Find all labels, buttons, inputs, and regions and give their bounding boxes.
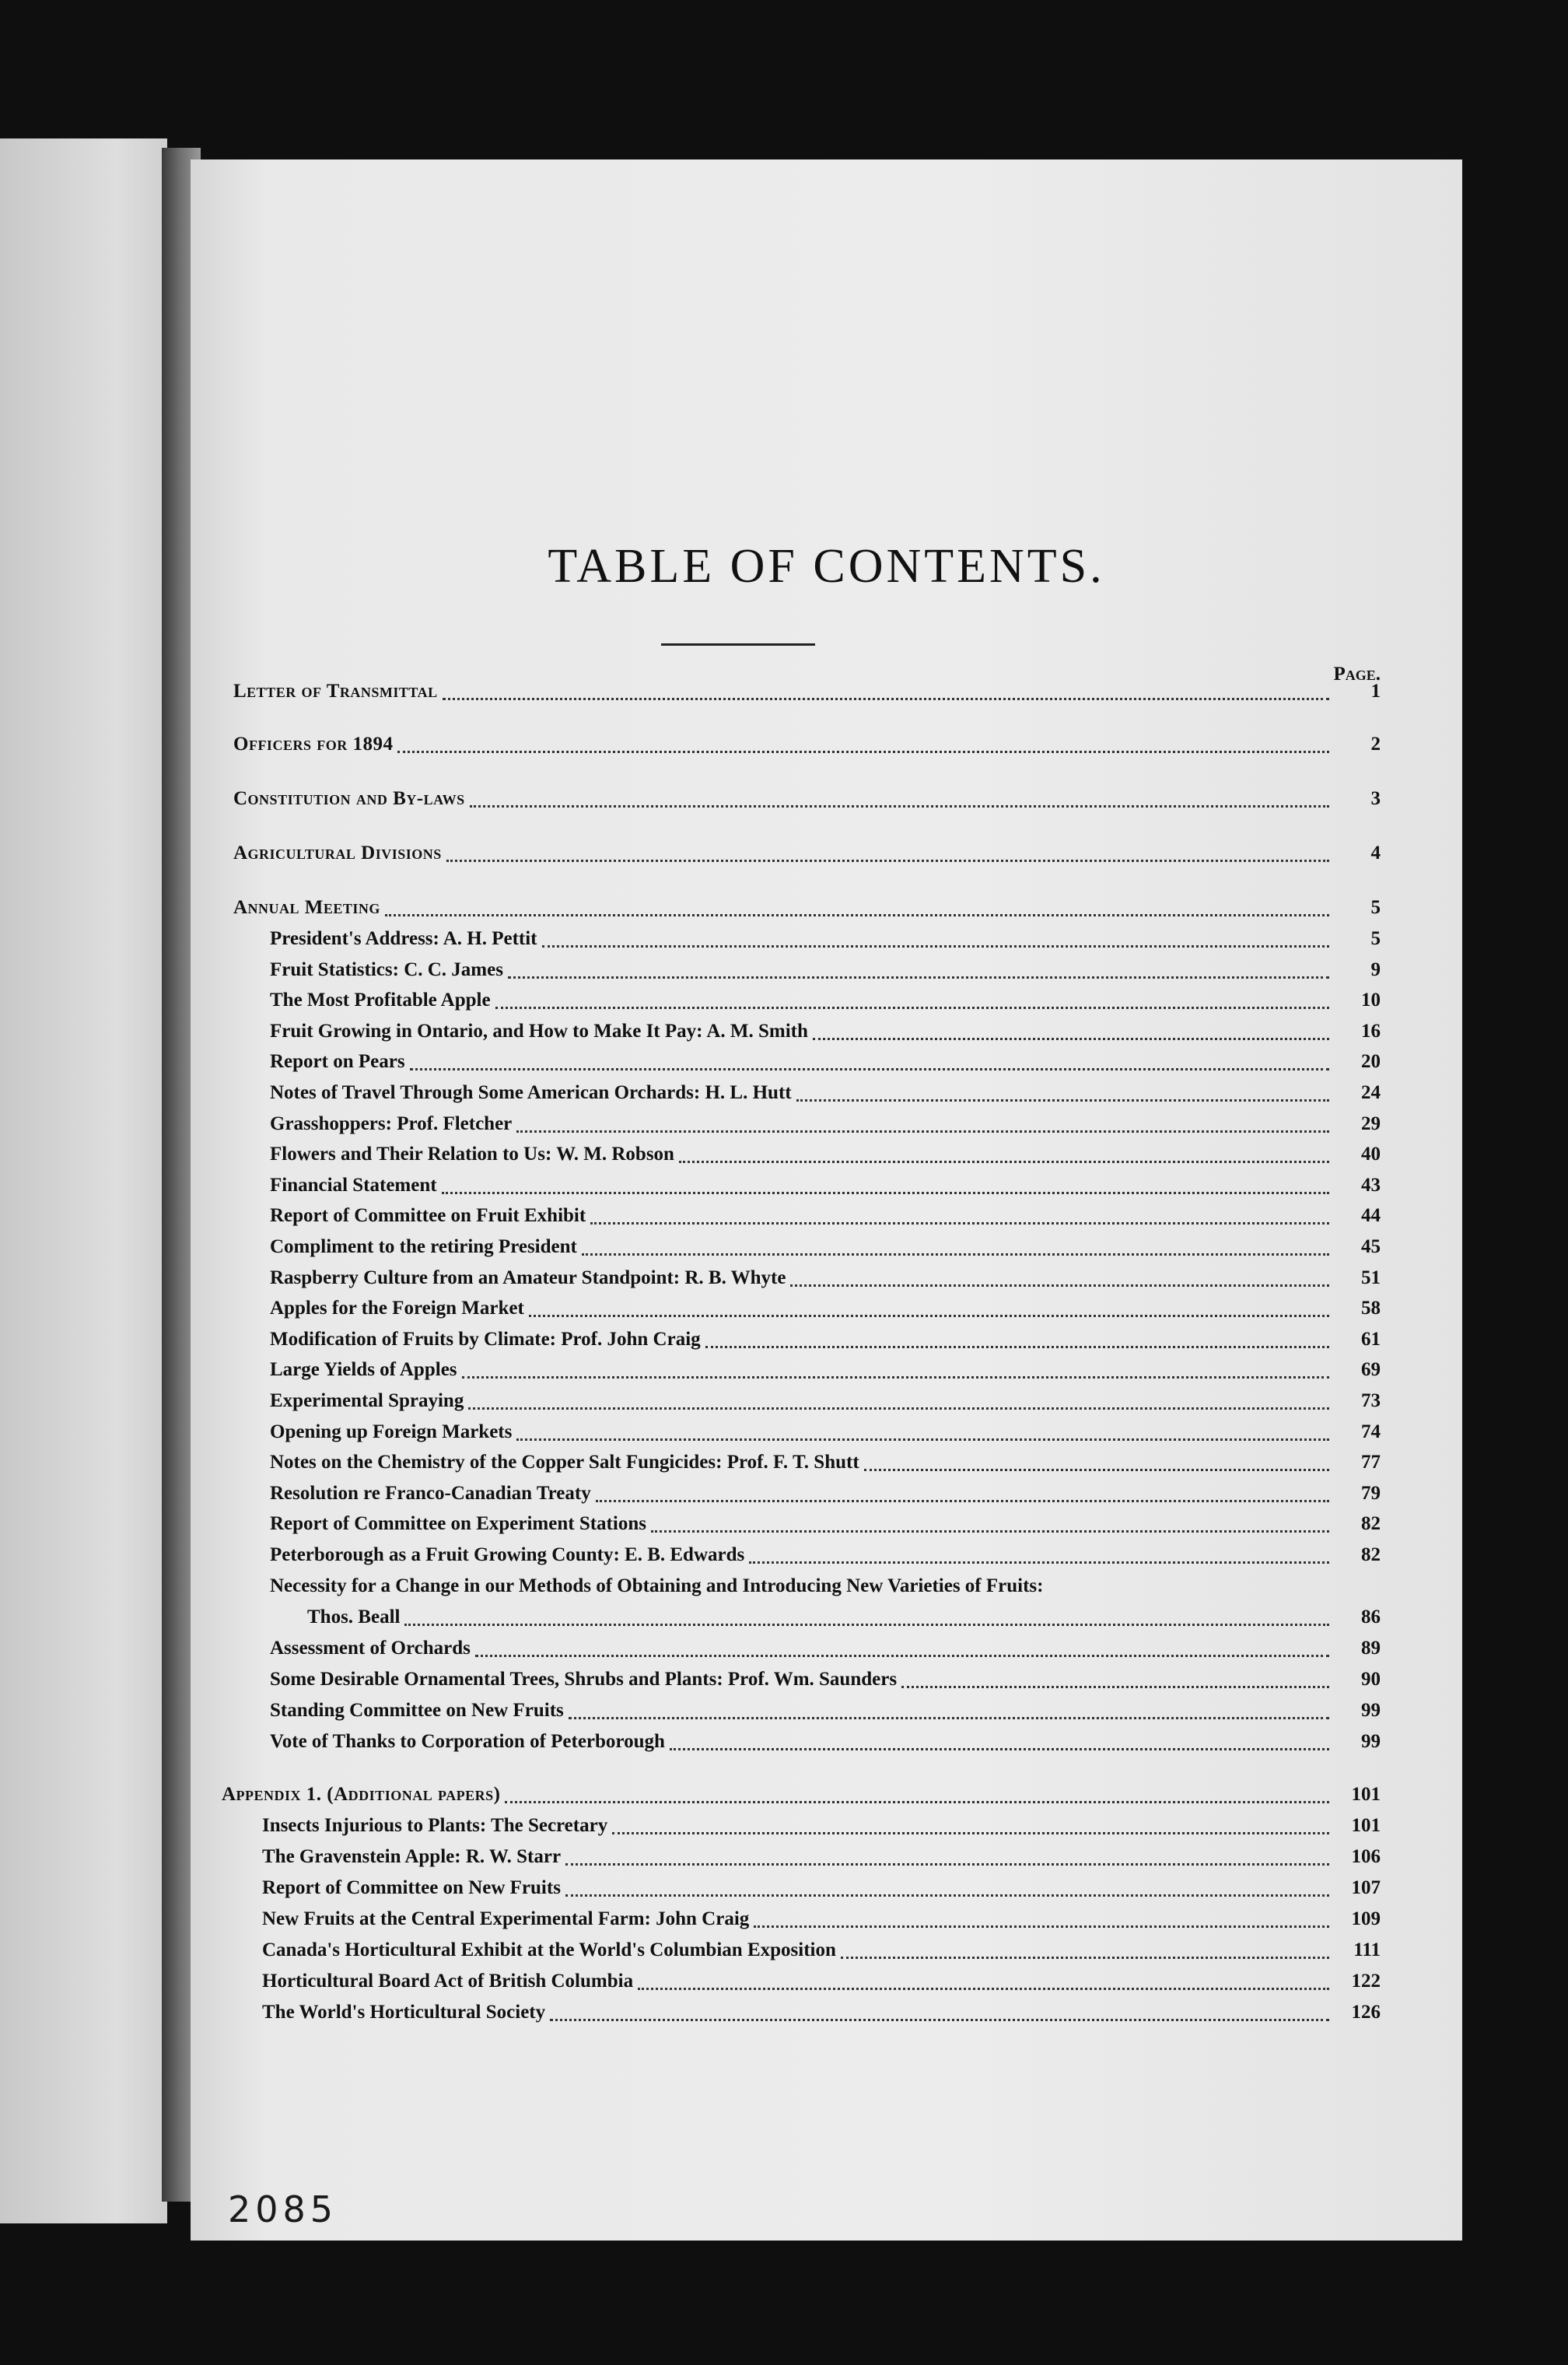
toc-entry: Necessity for a Change in our Methods of Obtaining and Introducing New Varieties of Fruits: <box>270 1575 1044 1596</box>
document-page <box>191 159 1462 2241</box>
toc-entry: Opening up Foreign Markets 74 <box>270 1421 1381 1442</box>
toc-entry: New Fruits at the Central Experimental Farm: John Craig 109 <box>262 1908 1381 1929</box>
toc-entry: Letter of Transmittal 1 <box>233 681 1381 702</box>
toc-entry: Notes on the Chemistry of the Copper Salt Fungicides: Prof. F. T. Shutt 77 <box>270 1452 1381 1473</box>
toc-entry: Peterborough as a Fruit Growing County: E. B. Edwards 82 <box>270 1544 1381 1565</box>
facing-page-edge <box>0 138 167 2223</box>
toc-entry: Insects Injurious to Plants: The Secretary 101 <box>262 1815 1381 1836</box>
toc-entry: President's Address: A. H. Pettit 5 <box>270 928 1381 949</box>
toc-entry: Annual Meeting 5 <box>233 897 1381 918</box>
toc-entry: Agricultural Divisions 4 <box>233 843 1381 864</box>
toc-entry: Raspberry Culture from an Amateur Standpoint: R. B. Whyte 51 <box>270 1267 1381 1288</box>
toc-entry: Notes of Travel Through Some American Orchards: H. L. Hutt 24 <box>270 1082 1381 1103</box>
toc-entry: Experimental Spraying 73 <box>270 1390 1381 1411</box>
toc-entry: Assessment of Orchards 89 <box>270 1638 1381 1659</box>
page-column-heading: Page. <box>1333 664 1381 685</box>
handwritten-number: 2085 <box>228 2188 338 2230</box>
toc-entry: The Most Profitable Apple 10 <box>270 990 1381 1011</box>
toc-entry: Appendix 1. (Additional papers) 101 <box>222 1784 1381 1805</box>
toc-entry: Apples for the Foreign Market 58 <box>270 1298 1381 1319</box>
toc-entry: Report on Pears 20 <box>270 1051 1381 1072</box>
toc-entry: The World's Horticultural Society 126 <box>262 2002 1381 2023</box>
toc-entry: Thos. Beall 86 <box>307 1606 1381 1627</box>
toc-entry: Modification of Fruits by Climate: Prof. John Craig 61 <box>270 1329 1381 1350</box>
page-title: TABLE OF CONTENTS. <box>548 540 1105 593</box>
toc-entry: Canada's Horticultural Exhibit at the World's Columbian Exposition 111 <box>262 1939 1381 1960</box>
toc-entry: Some Desirable Ornamental Trees, Shrubs and Plants: Prof. Wm. Saunders 90 <box>270 1669 1381 1690</box>
toc-entry: Vote of Thanks to Corporation of Peterborough 99 <box>270 1731 1381 1752</box>
toc-entry: Report of Committee on Experiment Stations 82 <box>270 1513 1381 1534</box>
toc-entry: Large Yields of Apples 69 <box>270 1359 1381 1380</box>
toc-entry: Fruit Statistics: C. C. James 9 <box>270 959 1381 980</box>
table-of-contents <box>191 159 1462 2241</box>
toc-entry: Horticultural Board Act of British Columbia 122 <box>262 1971 1381 1992</box>
toc-entry: Flowers and Their Relation to Us: W. M. Robson 40 <box>270 1144 1381 1165</box>
toc-entry: Grasshoppers: Prof. Fletcher 29 <box>270 1113 1381 1134</box>
toc-entry: Resolution re Franco-Canadian Treaty 79 <box>270 1483 1381 1504</box>
toc-entry: Constitution and By-laws 3 <box>233 788 1381 809</box>
toc-entry: Financial Statement 43 <box>270 1175 1381 1196</box>
toc-entry: The Gravenstein Apple: R. W. Starr 106 <box>262 1846 1381 1867</box>
toc-entry: Officers for 1894 2 <box>233 734 1381 755</box>
toc-entry: Compliment to the retiring President 45 <box>270 1236 1381 1257</box>
toc-entry: Report of Committee on New Fruits 107 <box>262 1877 1381 1898</box>
toc-entry: Fruit Growing in Ontario, and How to Make It Pay: A. M. Smith 16 <box>270 1021 1381 1042</box>
toc-entry: Standing Committee on New Fruits 99 <box>270 1700 1381 1721</box>
toc-entry: Report of Committee on Fruit Exhibit 44 <box>270 1205 1381 1226</box>
